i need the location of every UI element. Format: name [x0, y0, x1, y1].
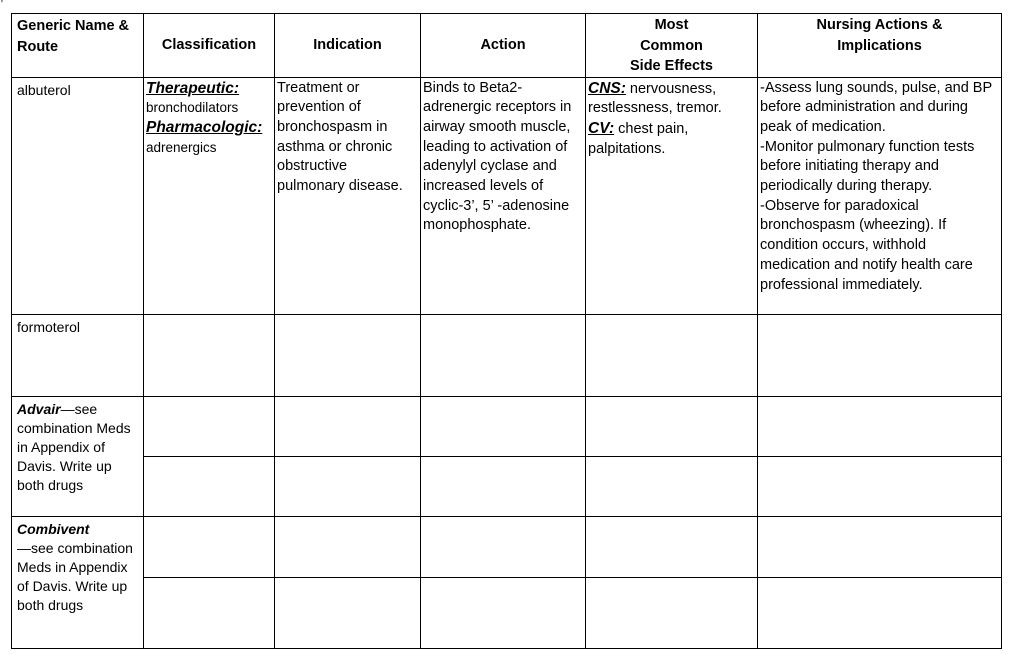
- empty-cell[interactable]: [144, 396, 275, 456]
- header-nursing-actions: Nursing Actions & Implications: [758, 14, 1002, 78]
- empty-cell[interactable]: [144, 456, 275, 516]
- empty-cell[interactable]: [586, 516, 758, 577]
- empty-cell[interactable]: [421, 314, 586, 396]
- empty-cell[interactable]: [758, 456, 1002, 516]
- empty-cell[interactable]: [758, 314, 1002, 396]
- side-effects-cell: [586, 77, 758, 314]
- table-row-formoterol: [12, 314, 1002, 396]
- table-row-combivent-2: [12, 577, 1002, 648]
- empty-cell[interactable]: [421, 456, 586, 516]
- cns-label: CNS:: [588, 79, 626, 97]
- table-row-advair-1: [12, 396, 1002, 456]
- therapeutic-value: bronchodilators: [146, 100, 239, 116]
- empty-cell[interactable]: [586, 456, 758, 516]
- empty-cell[interactable]: [275, 314, 421, 396]
- indication-cell: Treatment or prevention of bronchospasm in asthma or chronic obstructive pulmonary disease.: [275, 77, 421, 314]
- action-cell: Binds to Beta2-adrenergic receptors in airway smooth muscle, leading to activation of adenylyl cyclase and increased levels of cyclic-3’, 5’ -adenosine monophosphate.: [421, 77, 586, 314]
- empty-cell[interactable]: [586, 396, 758, 456]
- cv-value: chest pain, palpitations.: [588, 120, 689, 157]
- pharmacologic-value: adrenergics: [146, 139, 217, 155]
- pharmacologic-label: Pharmacologic:: [146, 118, 263, 136]
- medication-table: [11, 13, 1002, 649]
- drug-name-albuterol: albuterol: [12, 77, 144, 314]
- empty-cell[interactable]: [586, 314, 758, 396]
- classification-cell: [144, 77, 275, 314]
- empty-cell[interactable]: [758, 577, 1002, 648]
- table-row-albuterol: [12, 77, 1002, 314]
- empty-cell[interactable]: [144, 577, 275, 648]
- empty-cell[interactable]: [758, 396, 1002, 456]
- empty-cell[interactable]: [421, 516, 586, 577]
- corner-mark: ': [1, 0, 3, 10]
- header-row: [12, 14, 1002, 78]
- header-side-effects: Most Common Side Effects: [586, 14, 758, 78]
- header-classification: Classification: [144, 14, 275, 78]
- header-generic-name: Generic Name & Route: [12, 14, 144, 78]
- empty-cell[interactable]: [275, 516, 421, 577]
- nursing-item: -Assess lung sounds, pulse, and BP before administration and during peak of medication.: [760, 79, 992, 135]
- empty-cell[interactable]: [421, 396, 586, 456]
- nursing-actions-cell: [758, 77, 1002, 314]
- cns-value: nervousness, restlessness, tremor.: [588, 80, 722, 117]
- empty-cell[interactable]: [275, 396, 421, 456]
- table-row-advair-2: [12, 456, 1002, 516]
- empty-cell[interactable]: [275, 577, 421, 648]
- drug-name-advair: Advair—see combination Meds in Appendix of Davis. Write up both drugs: [12, 396, 144, 516]
- nursing-item: -Monitor pulmonary function tests before initiating therapy and periodically during therapy.: [760, 138, 975, 195]
- empty-cell[interactable]: [758, 516, 1002, 577]
- empty-cell[interactable]: [144, 516, 275, 577]
- drug-name-formoterol: formoterol: [12, 314, 144, 396]
- header-action: Action: [421, 14, 586, 78]
- drug-name-combivent: Combivent —see combination Meds in Appendix of Davis. Write up both drugs: [12, 516, 144, 648]
- empty-cell[interactable]: [144, 314, 275, 396]
- empty-cell[interactable]: [275, 456, 421, 516]
- empty-cell[interactable]: [586, 577, 758, 648]
- header-indication: Indication: [275, 14, 421, 78]
- nursing-item: -Observe for paradoxical bronchospasm (wheezing). If condition occurs, withhold medication and notify health care professional immediately.: [760, 197, 973, 293]
- therapeutic-label: Therapeutic:: [146, 79, 240, 97]
- empty-cell[interactable]: [421, 577, 586, 648]
- cv-label: CV:: [588, 119, 615, 137]
- table-row-combivent-1: [12, 516, 1002, 577]
